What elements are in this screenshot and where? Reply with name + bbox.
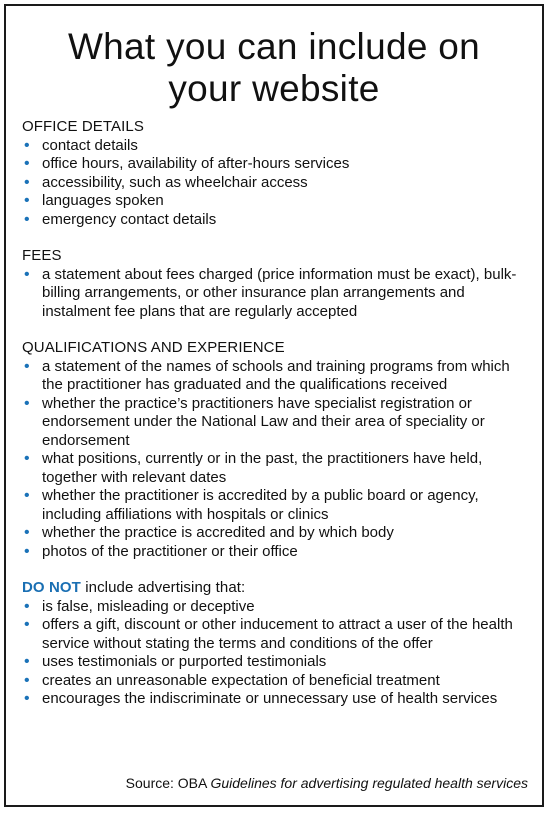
list-item: • emergency contact details: [22, 211, 532, 230]
list-item: • is false, misleading or deceptive: [22, 598, 532, 617]
source-citation: [126, 774, 528, 792]
office-details-list: [22, 137, 532, 230]
list-item: • a statement about fees charged (price information must be exact), bulk-billing arrangements, or other insurance plan arrangements and instalment fee plans that are regularly accepted: [22, 266, 532, 322]
qualifications-list: [22, 358, 532, 562]
list-item: • languages spoken: [22, 192, 532, 211]
list-item: • whether the practice’s practitioners have specialist registration or endorsement under the National Law and their area of speciality or endorsement: [22, 395, 532, 451]
list-item: • contact details: [22, 137, 532, 156]
fees-list: [22, 266, 532, 322]
source-prefix: Source: OBA: [125, 775, 211, 791]
list-item: • office hours, availability of after-hours services: [22, 155, 532, 174]
list-item: • encourages the indiscriminate or unnecessary use of health services: [22, 690, 532, 709]
page-title: [16, 26, 532, 110]
list-item: • offers a gift, discount or other inducement to attract a user of the health service without stating the terms and conditions of the offer: [22, 616, 532, 653]
do-not-heading: [22, 579, 532, 598]
list-item: • a statement of the names of schools and training programs from which the practitioner has graduated and the qualifications received: [22, 358, 532, 395]
list-item: • whether the practitioner is accredited by a public board or agency, including affiliations with hospitals or clinics: [22, 487, 532, 524]
title-line-1: What you can include on: [67, 26, 481, 67]
office-details-section: [22, 118, 532, 229]
office-details-heading: OFFICE DETAILS: [22, 118, 144, 135]
list-item: • uses testimonials or purported testimonials: [22, 653, 532, 672]
qualifications-heading: QUALIFICATIONS AND EXPERIENCE: [22, 339, 285, 356]
content: [22, 118, 532, 727]
qualifications-section: [22, 339, 532, 561]
list-item: • photos of the practitioner or their office: [22, 543, 532, 562]
do-not-list: [22, 598, 532, 709]
do-not-section: [22, 579, 532, 709]
fees-heading: FEES: [22, 247, 62, 264]
list-item: • accessibility, such as wheelchair access: [22, 174, 532, 193]
source-title: Guidelines for advertising regulated health services: [210, 775, 528, 791]
do-not-emphasis: DO NOT: [22, 579, 81, 596]
fees-section: [22, 247, 532, 321]
list-item: • what positions, currently or in the past, the practitioners have held, together with relevant dates: [22, 450, 532, 487]
list-item: • creates an unreasonable expectation of beneficial treatment: [22, 672, 532, 691]
do-not-heading-rest: include advertising that:: [80, 579, 246, 596]
list-item: • whether the practice is accredited and by which body: [22, 524, 532, 543]
title-line-2: your website: [168, 68, 380, 109]
